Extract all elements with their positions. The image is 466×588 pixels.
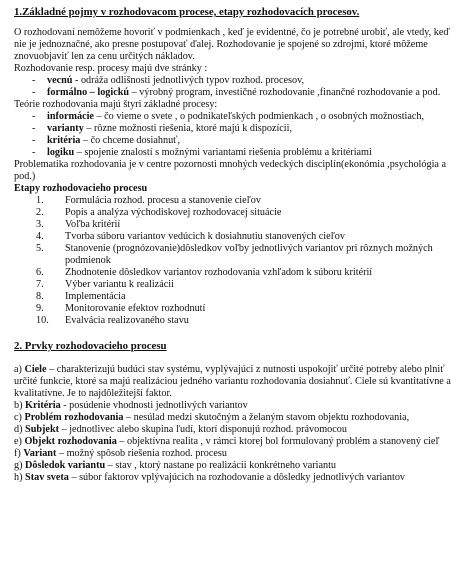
item-text: – nesúlad medzi skutočným a želaným stavom objektu rozhodovania, bbox=[123, 412, 410, 423]
item-term: Problém rozhodovania bbox=[24, 412, 124, 423]
item-prefix: h) bbox=[14, 472, 26, 483]
item-text: – stav , ktorý nastane po realizácii konkrétneho variantu bbox=[105, 460, 336, 471]
item-text: Popis a analýza východiskovej rozhodovacej situácie bbox=[65, 207, 282, 218]
item-number: 10. bbox=[36, 315, 49, 326]
problem-paragraph: Problematika rozhodovania je v centre pozornosti mnohých vedeckých disciplín(ekonómia ,psychológia a pod.) bbox=[14, 159, 446, 182]
item-term: Variant bbox=[23, 448, 57, 459]
section-spacer bbox=[14, 352, 460, 364]
list-item bbox=[32, 87, 460, 99]
item-text: Formulácia rozhod. procesu a stanovenie cieľov bbox=[65, 195, 261, 206]
item-number: 1. bbox=[36, 195, 44, 206]
list-item bbox=[14, 400, 460, 412]
list-item bbox=[36, 231, 460, 243]
item-number: 8. bbox=[36, 291, 44, 302]
item-text: Monitorovanie efektov rozhodnutí bbox=[65, 303, 206, 314]
item-number: 3. bbox=[36, 219, 44, 230]
section-2-title: 2. Prvky rozhodovacieho procesu bbox=[14, 340, 167, 352]
stage-term: formálno – logickú bbox=[47, 87, 130, 98]
elements-list bbox=[14, 364, 460, 484]
stage-text: – výrobný program, investičné rozhodovanie ,finančné rozhodovanie a pod. bbox=[129, 87, 441, 98]
dash-bullet: - bbox=[32, 123, 36, 134]
dash-bullet: - bbox=[32, 75, 36, 86]
list-item bbox=[36, 267, 460, 279]
item-number: 5. bbox=[36, 243, 44, 254]
list-item bbox=[32, 75, 460, 87]
stages-intro: Rozhodovanie resp. procesy majú dve stránky : bbox=[14, 63, 208, 74]
theory-list bbox=[14, 111, 460, 159]
item-prefix: d) bbox=[14, 424, 26, 435]
list-item bbox=[36, 207, 460, 219]
list-item bbox=[36, 291, 460, 303]
list-item bbox=[14, 424, 460, 436]
item-prefix: g) bbox=[14, 460, 26, 471]
etapy-title: Etapy rozhodovacieho procesu bbox=[14, 183, 148, 194]
item-text: Výber variantu k realizácii bbox=[65, 279, 174, 290]
item-term: Objekt rozhodovania bbox=[24, 436, 117, 447]
item-term: Ciele bbox=[24, 364, 47, 375]
item-number: 4. bbox=[36, 231, 44, 242]
item-number: 7. bbox=[36, 279, 44, 290]
theory-term: kritéria bbox=[47, 135, 81, 146]
dash-bullet: - bbox=[32, 87, 36, 98]
theory-text: – rôzne možnosti riešenia, ktoré majú k dispozícii, bbox=[83, 123, 293, 134]
item-text: – možný spôsob riešenia rozhod. procesu bbox=[56, 448, 227, 459]
list-item bbox=[14, 436, 460, 448]
theory-term: logiku bbox=[47, 147, 75, 158]
theory-text: – čo chceme dosiahnuť, bbox=[80, 135, 181, 146]
item-term: Stav sveta bbox=[25, 472, 69, 483]
theory-term: varianty bbox=[47, 123, 84, 134]
section-1-title: 1.Základné pojmy v rozhodovacom procese, etapy rozhodovacích procesov. bbox=[14, 6, 360, 18]
stages-list bbox=[14, 75, 460, 99]
item-text: – súbor faktorov vplývajúcich na rozhodovanie a dôsledky jednotlivých variantov bbox=[68, 472, 406, 483]
list-item bbox=[36, 303, 460, 315]
item-prefix: a) bbox=[14, 364, 25, 375]
theory-intro: Teórie rozhodovania majú štyri základné procesy: bbox=[14, 99, 218, 110]
item-term: Kritéria bbox=[25, 400, 61, 411]
list-item bbox=[36, 279, 460, 291]
document-page bbox=[14, 6, 460, 484]
section-spacer bbox=[14, 327, 460, 340]
list-item bbox=[36, 315, 460, 327]
item-text: – objektívna realita , v rámci ktorej bol formulovaný problém a stanovený cieľ bbox=[116, 436, 440, 447]
item-prefix: f) bbox=[14, 448, 24, 459]
theory-text: – spojenie znalostí s možnými variantami riešenia problému a kritériami bbox=[74, 147, 372, 158]
theory-term: informácie bbox=[47, 111, 94, 122]
item-term: Dôsledok variantu bbox=[25, 460, 106, 471]
item-text: - posúdenie vhodnosti jednotlivých variantov bbox=[60, 400, 248, 411]
list-item bbox=[14, 412, 460, 424]
dash-bullet: - bbox=[32, 135, 36, 146]
item-text: Zhodnotenie dôsledkov variantov rozhodovania vzhľadom k súboru kritérií bbox=[65, 267, 373, 278]
stage-term: vecnú bbox=[47, 75, 73, 86]
item-text: Tvorba súboru variantov vedúcich k dosiahnutiu stanovených cieľov bbox=[65, 231, 345, 242]
list-item bbox=[14, 472, 460, 484]
theory-text: – čo vieme o svete , o podnikateľských podmienkach , o osobných možnostiach, bbox=[93, 111, 425, 122]
dash-bullet: - bbox=[32, 147, 36, 158]
item-text: Evalvácia realizovaného stavu bbox=[65, 315, 189, 326]
stage-text: - odráža odlišnosti jednotlivých typov rozhod. procesov, bbox=[72, 75, 305, 86]
list-item bbox=[32, 135, 460, 147]
intro-paragraph: O rozhodovaní nemôžeme hovoriť v podmienkach , keď je evidentné, čo je potrebné urobiť, ale vtedy, keď nie je jednoznačné, ako presne postupovať ďalej. Rozhodovanie je spojené so zdrojmi, ktoré môžeme znovuobjaviť len za cenu určitých nákladov. bbox=[14, 27, 450, 62]
list-item bbox=[32, 111, 460, 123]
item-text: – jednotlivec alebo skupina ľudí, ktorí disponujú rozhod. právomocou bbox=[59, 424, 347, 435]
dash-bullet: - bbox=[32, 111, 36, 122]
list-item bbox=[14, 460, 460, 472]
item-text: Implementácia bbox=[65, 291, 126, 302]
item-term: Subjekt bbox=[25, 424, 60, 435]
item-text: Stanovenie (prognózovanie)dôsledkov voľby jednotlivých variantov pri rôznych možných podmienok bbox=[65, 243, 433, 266]
list-item bbox=[36, 219, 460, 231]
item-number: 9. bbox=[36, 303, 44, 314]
item-number: 6. bbox=[36, 267, 44, 278]
item-prefix: e) bbox=[14, 436, 25, 447]
item-text: Voľba kritérií bbox=[65, 219, 121, 230]
list-item bbox=[36, 195, 460, 207]
list-item bbox=[32, 147, 460, 159]
list-item bbox=[36, 243, 460, 267]
item-number: 2. bbox=[36, 207, 44, 218]
item-prefix: b) bbox=[14, 400, 26, 411]
item-prefix: c) bbox=[14, 412, 25, 423]
list-item bbox=[32, 123, 460, 135]
list-item bbox=[14, 448, 460, 460]
item-text: – charakterizujú budúci stav systému, vyplývajúci z nutnosti uspokojiť určité potreby alebo plniť určité funkcie, ktoré sa majú realizáciou jedného variantu rozhodovania dosiahnuť. Ciele sú kvantitatívne a kvalitatívne. Je to najdôležitejší faktor. bbox=[14, 364, 451, 399]
etapy-list bbox=[14, 195, 460, 327]
list-item bbox=[14, 364, 460, 400]
